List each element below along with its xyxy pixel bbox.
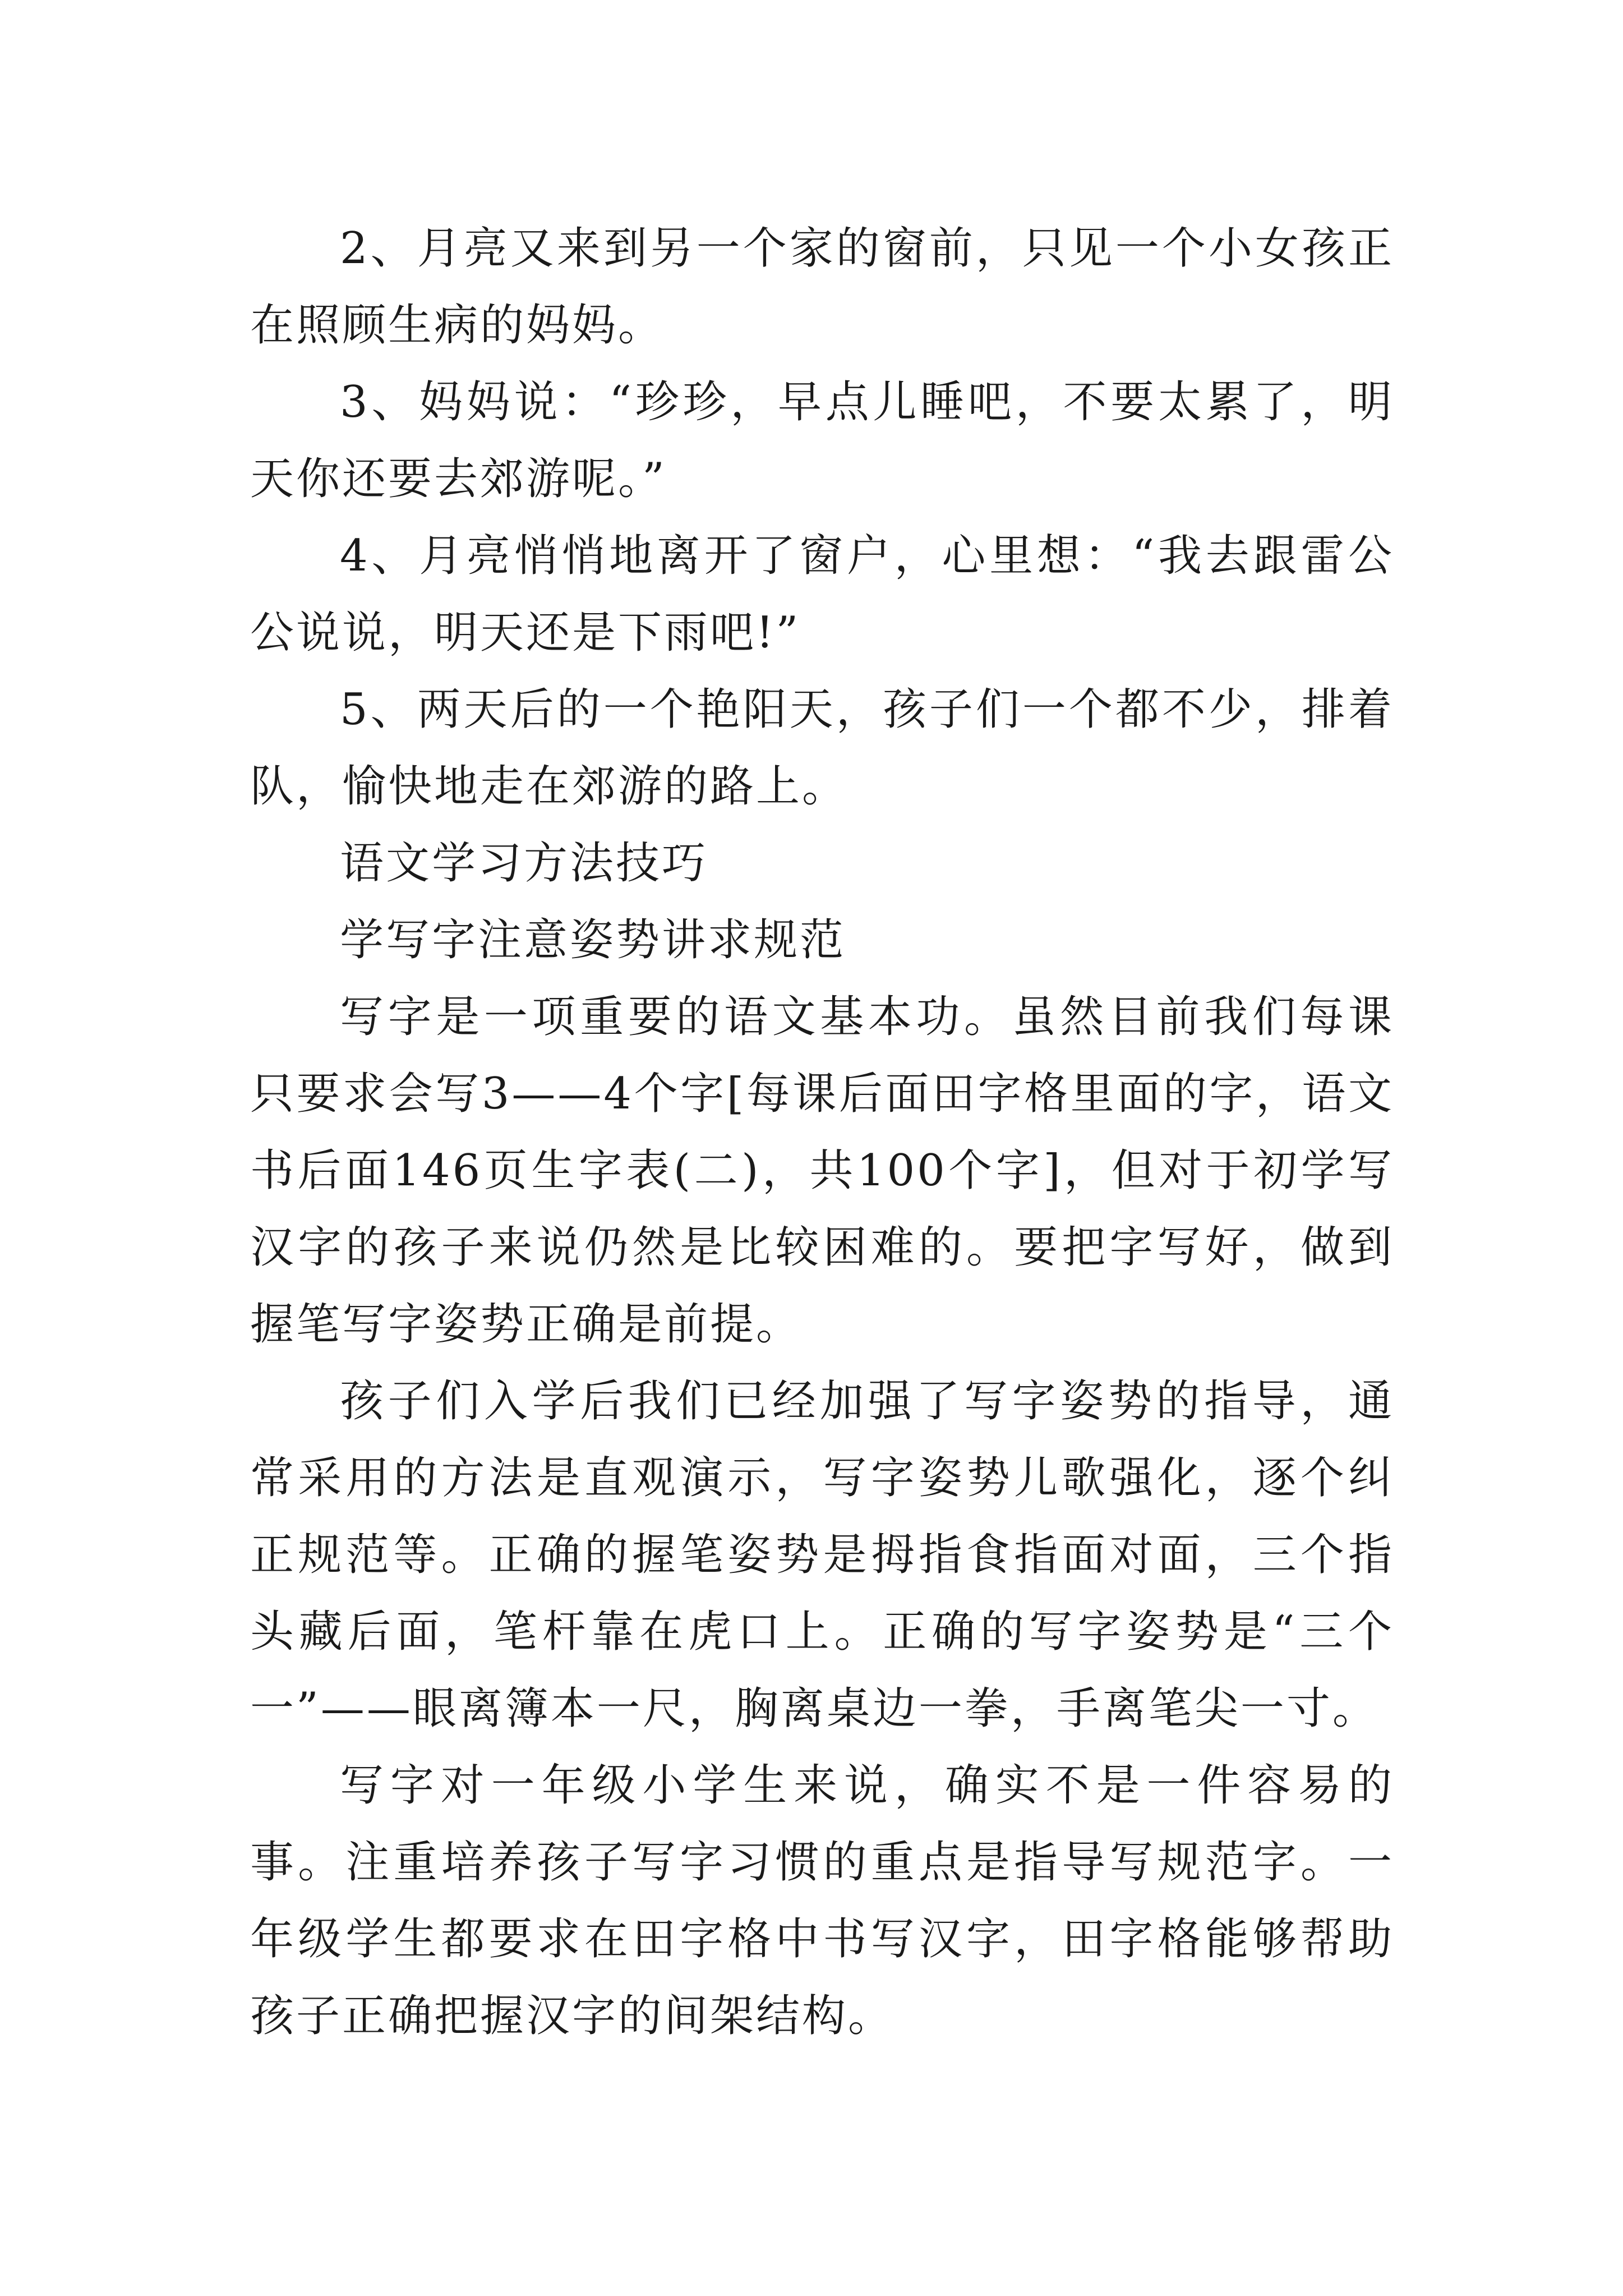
- story-paragraph-2: 2、月亮又来到另一个家的窗前，只见一个小女孩正在照顾生病的妈妈。: [250, 223, 1394, 351]
- story-paragraph-5: 5、两天后的一个艳阳天，孩子们一个都不少，排着队，愉快地走在郊游的路上。: [250, 684, 1394, 812]
- body-paragraph-writing-basics: 写字是一项重要的语文基本功。虽然目前我们每课只要求会写3——4个字[每课后面田字格里面的字，语文书后面146页生字表(二)，共100个字]，但对于初学写汉字的孩子来说仍然是比较困难的。要把字写好，做到握笔写字姿势正确是前提。: [250, 992, 1394, 1350]
- subsection-title: 学写字注意姿势讲求规范: [340, 915, 846, 965]
- body-paragraph-writing-posture: 孩子们入学后我们已经加强了写字姿势的指导，通常采用的方法是直观演示，写字姿势儿歌强化，逐个纠正规范等。正确的握笔姿势是拇指食指面对面，三个指头藏后面，笔杆靠在虎口上。正确的写字姿势是“三个一”——眼离簿本一尺，胸离桌边一拳，手离笔尖一寸。: [250, 1376, 1394, 1734]
- document-body: [250, 210, 1394, 2055]
- body-paragraph-writing-habits: 写字对一年级小学生来说，确实不是一件容易的事。注重培养孩子写字习惯的重点是指导写规范字。一年级学生都要求在田字格中书写汉字，田字格能够帮助孩子正确把握汉字的间架结构。: [250, 1760, 1394, 2041]
- section-title: 语文学习方法技巧: [340, 838, 708, 889]
- story-paragraph-3: 3、妈妈说：“珍珍，早点儿睡吧，不要太累了，明天你还要去郊游呢。”: [250, 377, 1394, 504]
- story-paragraph-4: 4、月亮悄悄地离开了窗户，心里想：“我去跟雷公公说说，明天还是下雨吧!”: [250, 531, 1394, 658]
